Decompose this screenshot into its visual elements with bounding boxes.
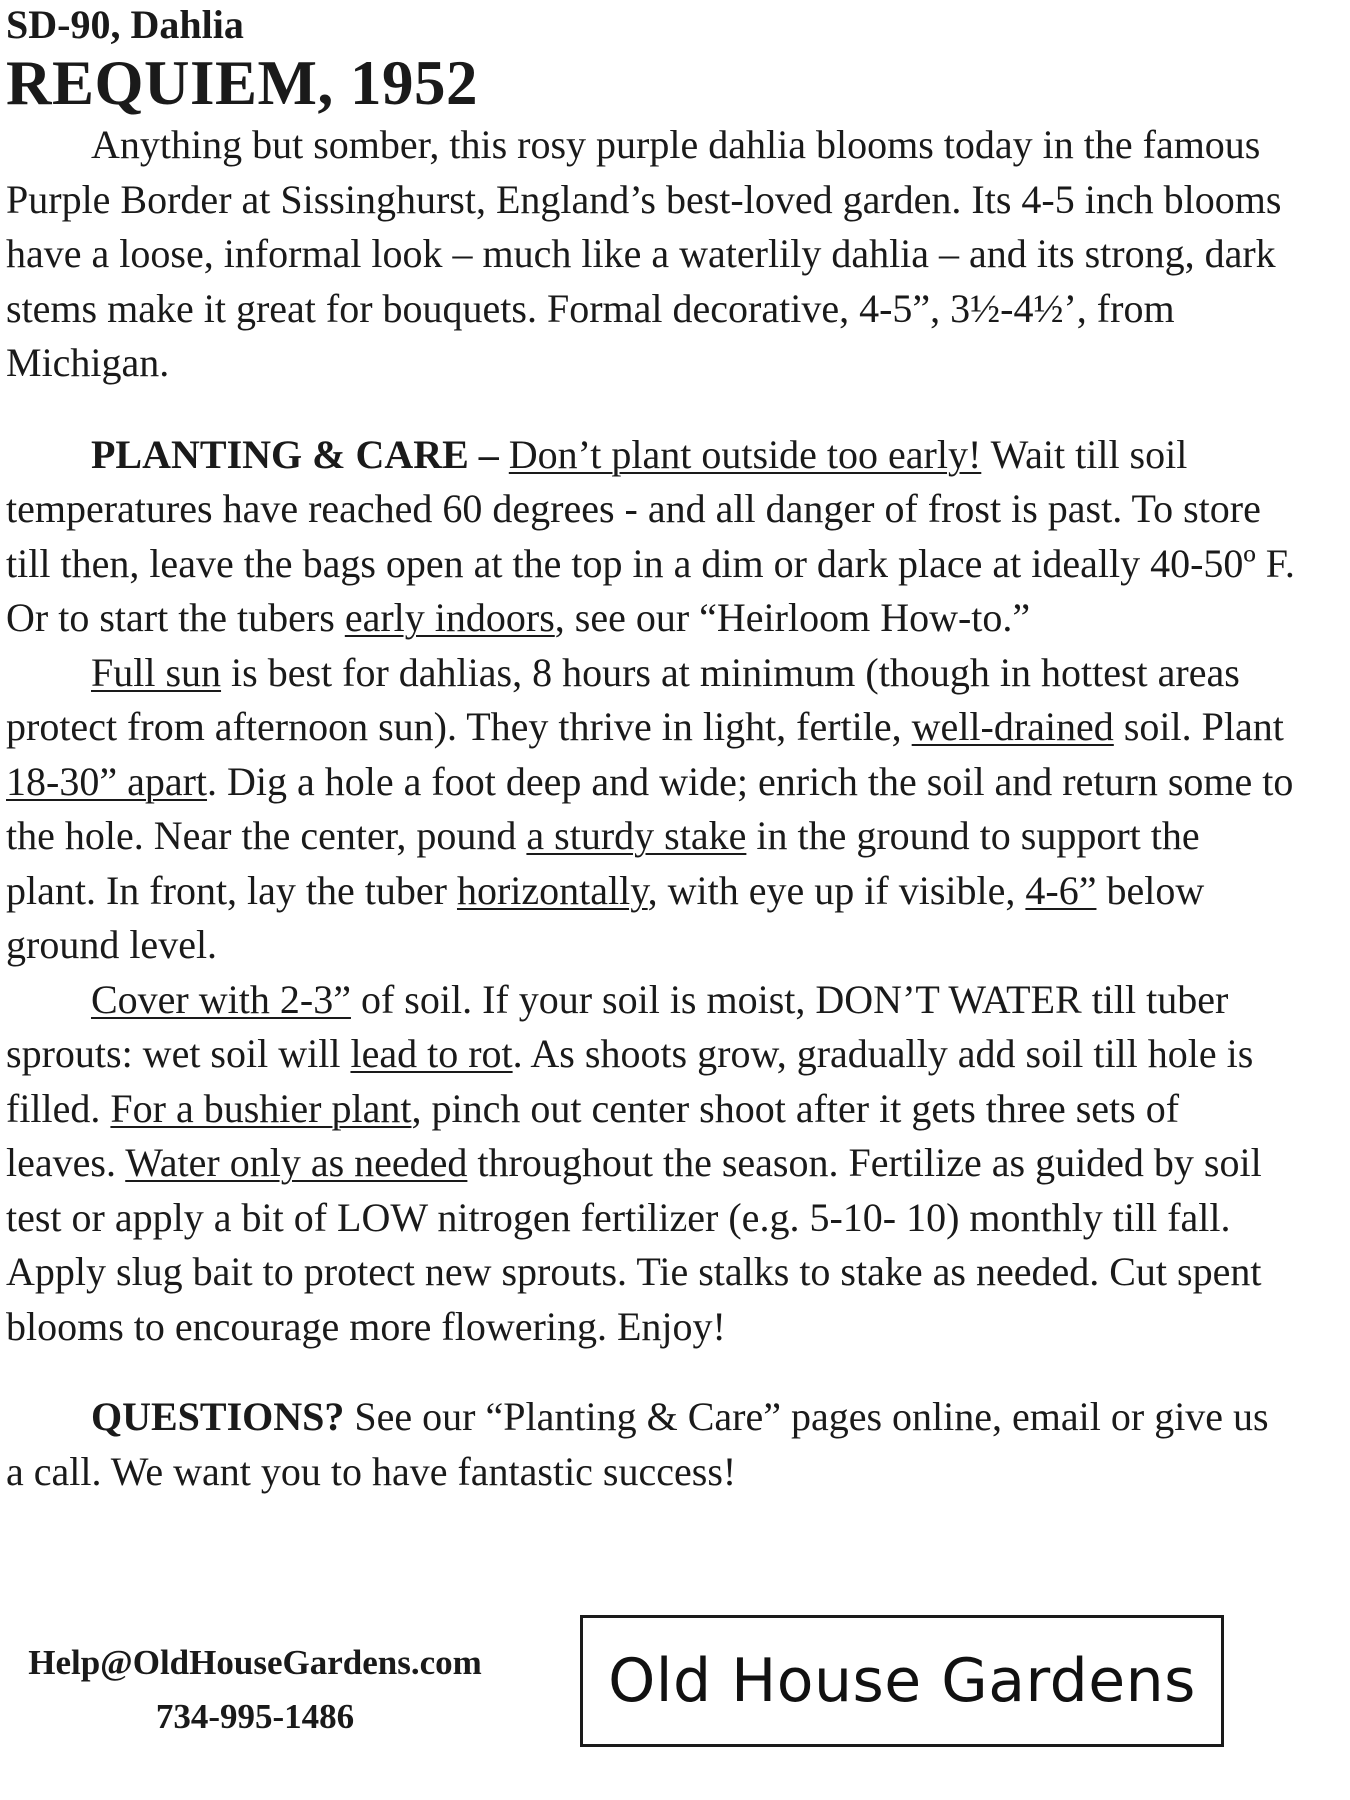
contact-block <box>10 1636 500 1744</box>
body-text: See our “Planting & Care” pages online, email or give us a call. We want you to have fantastic success! <box>6 1394 1269 1494</box>
underlined-phrase: a sturdy stake <box>526 813 747 858</box>
underlined-phrase: Water only as needed <box>125 1140 468 1185</box>
planting-heading: PLANTING & CARE – <box>91 431 499 477</box>
underlined-phrase: early indoors <box>344 595 555 640</box>
underlined-phrase: Don’t plant outside too early! <box>508 431 982 477</box>
underlined-phrase: horizontally <box>456 867 648 913</box>
body-text: . As shoots grow, gradually add soil till hole is filled. <box>6 1031 1254 1131</box>
planting-paragraph <box>6 428 1296 646</box>
underlined-phrase: 18-30” apart <box>6 758 208 804</box>
cover-paragraph <box>6 973 1296 1355</box>
body-text: below ground level. <box>6 867 1205 967</box>
intro-paragraph: Anything but somber, this rosy purple dahlia blooms today in the famous Purple Border at Sissinghurst, England’s best-loved garden. Its 4-5 inch blooms have a loose, informal look – much like a waterlily dahlia – and its strong, dark stems make it great for bouquets. Formal decorative, 4-5”, 3½-4½’, from Michigan. <box>6 122 1282 385</box>
underlined-phrase: For a bushier plant <box>110 1085 412 1131</box>
underlined-phrase: lead to rot <box>350 1031 513 1076</box>
variety-title: REQUIEM, 1952 <box>6 48 479 118</box>
body-text: , pinch out center shoot after it gets three sets of leaves. <box>6 1085 1180 1185</box>
body-text: , see our “Heirloom How-to.” <box>554 595 1031 640</box>
underlined-phrase: 4-6” <box>1025 867 1097 913</box>
phone-number: 734-995-1486 <box>155 1697 355 1736</box>
body-text: soil. Plant <box>1113 704 1284 749</box>
brand-logo-text: Old House Gardens <box>608 1646 1196 1716</box>
sun-paragraph <box>6 646 1296 973</box>
document <box>6 0 1296 1499</box>
product-code: SD-90, Dahlia <box>6 2 244 47</box>
body-text: throughout the season. Fertilize as guided by soil test or apply a bit of LOW nitrogen fertilizer (e.g. 5-10- 10) monthly till fall. Apply slug bait to protect new sprouts. Tie stalks to stake as needed. Cut spent blooms to encourage more flowering. Enjoy! <box>6 1140 1262 1349</box>
body-text: in the ground to support the plant. In front, lay the tuber <box>6 813 1200 913</box>
brand-logo <box>580 1615 1224 1747</box>
underlined-phrase: Full sun <box>91 649 222 695</box>
questions-paragraph <box>6 1390 1296 1499</box>
questions-heading: QUESTIONS? <box>91 1394 345 1439</box>
body-text: of soil. If your soil is moist, DON’T WATER till tuber sprouts: wet soil will <box>6 976 1229 1076</box>
body-text: , with eye up if visible, <box>647 867 1026 913</box>
body-text: is best for dahlias, 8 hours at minimum (though in hottest areas protect from afternoon sun). They thrive in light, fertile, <box>6 649 1240 749</box>
body-text: Wait till soil temperatures have reached 60 degrees - and all danger of frost is past. To store till then, leave the bags open at the top in a dim or dark place at ideally 40-50º F. Or to start the tubers <box>6 431 1295 640</box>
email-address: Help@OldHouseGardens.com <box>28 1643 482 1682</box>
underlined-phrase: Cover with 2-3” <box>91 976 351 1022</box>
underlined-phrase: well-drained <box>911 704 1114 749</box>
body-text: . Dig a hole a foot deep and wide; enrich the soil and return some to the hole. Near the center, pound <box>6 758 1294 858</box>
